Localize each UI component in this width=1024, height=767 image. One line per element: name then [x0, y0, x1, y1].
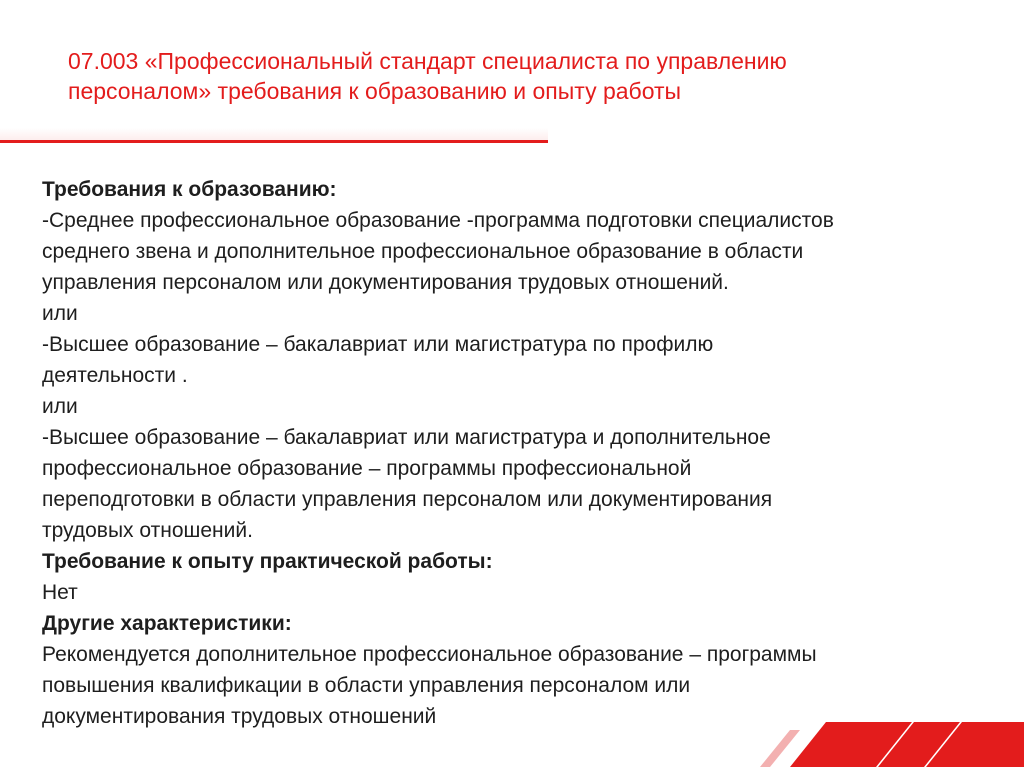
body-text-line: деятельности . — [42, 364, 188, 387]
slide-body — [42, 174, 1017, 732]
section-heading: Другие характеристики: — [42, 612, 292, 635]
body-text-line: -Высшее образование – бакалавриат или магистратура и дополнительное — [42, 426, 771, 449]
decor-stripe-fade — [760, 730, 800, 767]
body-text-line: Рекомендуется дополнительное профессиональное образование – программы — [42, 643, 817, 666]
title-divider — [0, 140, 548, 143]
title-divider-shadow — [0, 128, 548, 140]
body-text-line: документирования трудовых отношений — [42, 705, 437, 728]
slide-title — [68, 46, 968, 106]
section-heading: Требования к образованию: — [42, 178, 337, 201]
body-text-line: или — [42, 302, 78, 325]
body-text-line: или — [42, 395, 78, 418]
body-text-line: переподготовки в области управления персоналом или документирования — [42, 488, 773, 511]
body-text-line: -Среднее профессиональное образование -программа подготовки специалистов — [42, 209, 834, 232]
section-heading: Требование к опыту практической работы: — [42, 550, 493, 573]
body-text-line: трудовых отношений. — [42, 519, 253, 542]
body-text-line: среднего звена и дополнительное профессиональное образование в области — [42, 240, 804, 263]
body-text-line: Нет — [42, 581, 78, 604]
slide-title-line-1: 07.003 «Профессиональный стандарт специалиста по управлению — [68, 48, 787, 74]
slide-title-line-2: персоналом» требования к образованию и опыту работы — [68, 78, 682, 104]
body-text-line: управления персоналом или документирования трудовых отношений. — [42, 271, 729, 294]
body-text-line: повышения квалификации в области управления персоналом или — [42, 674, 691, 697]
body-text-line: профессиональное образование – программы профессиональной — [42, 457, 692, 480]
body-text-line: -Высшее образование – бакалавриат или магистратура по профилю — [42, 333, 714, 356]
